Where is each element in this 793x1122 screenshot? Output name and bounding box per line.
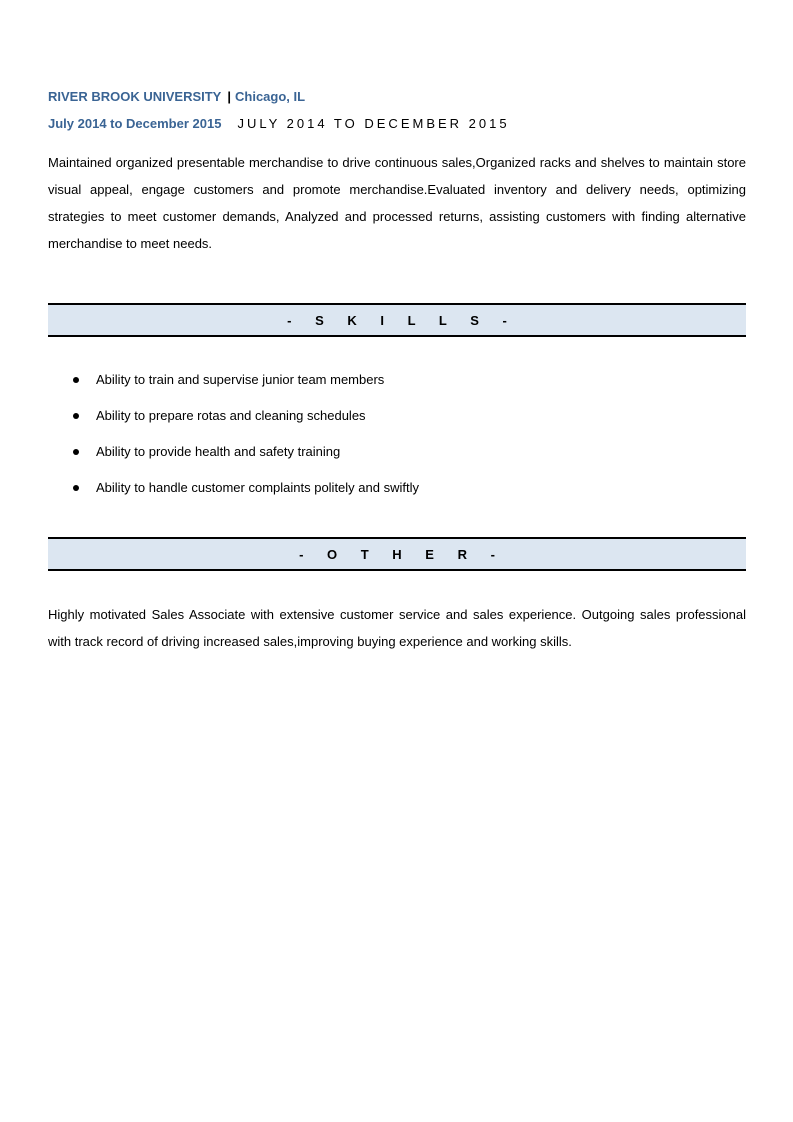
skill-text: Ability to train and supervise junior team members xyxy=(96,372,385,387)
skills-list xyxy=(48,371,746,497)
other-text: Highly motivated Sales Associate with extensive customer service and sales experience. Outgoing sales professional with track record of driving increased sales,improving buying experience and working skills. xyxy=(48,607,746,649)
skills-section-heading xyxy=(48,303,746,337)
skill-text: Ability to handle customer complaints politely and swiftly xyxy=(96,480,419,495)
job-date-range: July 2014 to December 2015 xyxy=(48,116,222,131)
skill-item xyxy=(48,443,746,461)
job-date-range-caps: JULY 2014 TO DECEMBER 2015 xyxy=(237,116,510,131)
job-description: Maintained organized presentable merchandise to drive continuous sales,Organized racks and shelves to maintain store visual appeal, engage customers and promote merchandise.Evaluated inventory and delivery needs, optimizing strategies to meet customer demands, Analyzed and processed returns, assisting customers with finding alternative merchandise to meet needs. xyxy=(48,155,746,251)
other-heading-text: - O T H E R - xyxy=(299,546,505,562)
resume-content xyxy=(48,88,746,655)
job-dates xyxy=(48,115,746,133)
other-section-heading xyxy=(48,537,746,571)
skill-text: Ability to provide health and safety training xyxy=(96,444,341,459)
skills-heading-text: - S K I L L S - xyxy=(287,312,517,328)
employer-name: RIVER BROOK UNIVERSITY xyxy=(48,89,222,104)
skill-item xyxy=(48,371,746,389)
skill-item xyxy=(48,479,746,497)
job-location: Chicago, IL xyxy=(235,89,306,104)
skill-item xyxy=(48,407,746,425)
bullet-icon xyxy=(73,377,79,383)
bullet-icon xyxy=(73,413,79,419)
employer-location-separator: | xyxy=(227,89,231,104)
bullet-icon xyxy=(73,485,79,491)
bullet-icon xyxy=(73,449,79,455)
job-header xyxy=(48,88,746,106)
skill-text: Ability to prepare rotas and cleaning schedules xyxy=(96,408,366,423)
